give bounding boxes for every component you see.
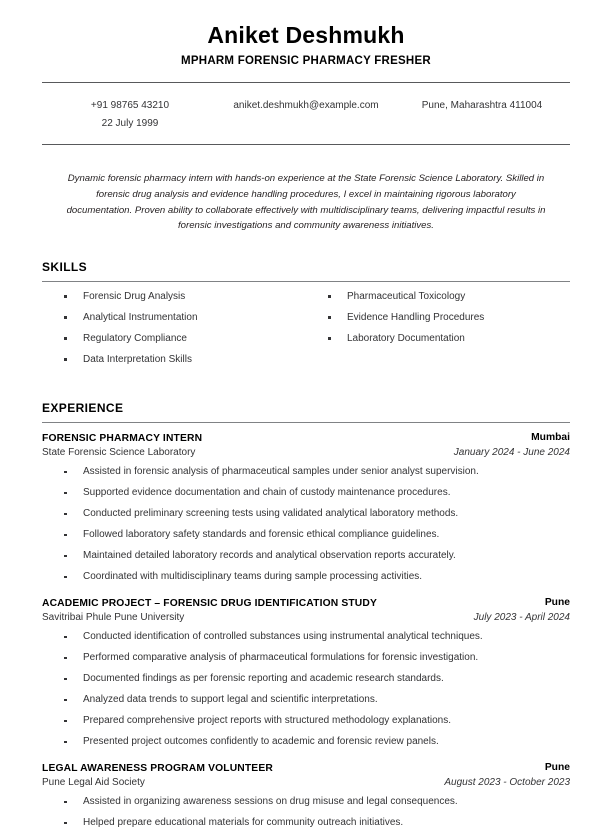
list-item: Followed laboratory safety standards and forensic ethical compliance guidelines.	[42, 529, 570, 541]
list-item: Performed comparative analysis of pharmaceutical formulations for forensic investigation.	[42, 652, 570, 664]
experience-entry	[42, 762, 570, 829]
job-title: LEGAL AWARENESS PROGRAM VOLUNTEER	[42, 762, 273, 774]
list-item: Data Interpretation Skills	[42, 354, 306, 365]
list-item: Helped prepare educational materials for community outreach initiatives.	[42, 817, 570, 829]
job-location: Mumbai	[531, 431, 570, 443]
list-item: Presented project outcomes confidently to academic and forensic review panels.	[42, 736, 570, 748]
candidate-name: Aniket Deshmukh	[207, 22, 405, 48]
header-divider-bottom	[42, 144, 570, 145]
list-item: Documented findings as per forensic reporting and academic research standards.	[42, 673, 570, 685]
job-title: FORENSIC PHARMACY INTERN	[42, 432, 203, 444]
job-dates: August 2023 - October 2023	[444, 777, 570, 789]
list-item: Regulatory Compliance	[42, 333, 306, 344]
job-title: ACADEMIC PROJECT – FORENSIC DRUG IDENTIFICATION STUDY	[42, 597, 377, 609]
contact-bar	[42, 83, 570, 144]
job-bullet-list	[42, 466, 570, 583]
skills-section	[42, 260, 570, 375]
list-item: Forensic Drug Analysis	[42, 291, 306, 302]
experience-section	[42, 401, 570, 829]
contact-location-block	[394, 97, 570, 115]
job-dates: January 2024 - June 2024	[453, 447, 570, 459]
job-organization: Pune Legal Aid Society	[42, 777, 145, 789]
skills-list-left	[42, 291, 306, 365]
experience-section-title: EXPERIENCE	[42, 400, 124, 415]
experience-entry-subheader	[42, 610, 570, 625]
list-item: Conducted identification of controlled substances using instrumental analytical techniques.	[42, 631, 570, 643]
list-item: Laboratory Documentation	[306, 333, 570, 344]
experience-section-divider	[42, 422, 570, 423]
skills-columns	[42, 291, 570, 375]
skills-section-divider	[42, 281, 570, 282]
skills-section-title: SKILLS	[42, 259, 88, 274]
job-dates: July 2023 - April 2024	[473, 612, 570, 624]
skills-column-left	[42, 291, 306, 375]
contact-email[interactable]: aniket.deshmukh@example.com	[233, 100, 379, 112]
list-item: Analyzed data trends to support legal and scientific interpretations.	[42, 694, 570, 706]
list-item: Assisted in forensic analysis of pharmaceutical samples under senior analyst supervision.	[42, 466, 570, 478]
contact-email-block	[218, 97, 394, 115]
contact-phone-block	[42, 97, 218, 132]
list-item: Supported evidence documentation and chain of custody maintenance procedures.	[42, 487, 570, 499]
list-item: Evidence Handling Procedures	[306, 312, 570, 323]
experience-entry	[42, 597, 570, 748]
contact-location: Pune, Maharashtra 411004	[421, 100, 543, 112]
job-bullet-list	[42, 631, 570, 748]
job-organization: Savitribai Phule Pune University	[42, 612, 185, 624]
candidate-headline: MPHARM FORENSIC PHARMACY FRESHER	[181, 55, 431, 68]
experience-entry-header	[42, 432, 570, 446]
list-item: Analytical Instrumentation	[42, 312, 306, 323]
experience-entry-header	[42, 597, 570, 611]
experience-entry-subheader	[42, 445, 570, 460]
list-item: Conducted preliminary screening tests using validated analytical laboratory methods.	[42, 508, 570, 520]
skills-list-right	[306, 291, 570, 344]
job-location: Pune	[544, 596, 570, 608]
list-item: Prepared comprehensive project reports with structured methodology explanations.	[42, 715, 570, 727]
professional-summary: Dynamic forensic pharmacy intern with hands-on experience at the State Forensic Science Laboratory. Skilled in forensic drug analysis and evidence handling procedures, I excel in maintaining rigorous laboratory documentation. Proven ability to collaborate effectively with multidisciplinary teams, delivering impactful results in forensic investigations and community awareness initiatives.	[66, 173, 546, 232]
experience-entry-header	[42, 762, 570, 776]
list-item: Coordinated with multidisciplinary teams during sample processing activities.	[42, 571, 570, 583]
job-bullet-list	[42, 796, 570, 829]
skills-column-right	[306, 291, 570, 375]
contact-birthdate: 22 July 1999	[101, 117, 159, 129]
experience-entry-subheader	[42, 775, 570, 790]
contact-phone[interactable]: +91 98765 43210	[90, 100, 170, 112]
job-organization: State Forensic Science Laboratory	[42, 447, 196, 459]
list-item: Maintained detailed laboratory records and analytical observation reports accurately.	[42, 550, 570, 562]
experience-entry	[42, 432, 570, 583]
job-location: Pune	[544, 761, 570, 773]
list-item: Pharmaceutical Toxicology	[306, 291, 570, 302]
resume-page	[0, 22, 612, 829]
list-item: Assisted in organizing awareness sessions on drug misuse and legal consequences.	[42, 796, 570, 808]
